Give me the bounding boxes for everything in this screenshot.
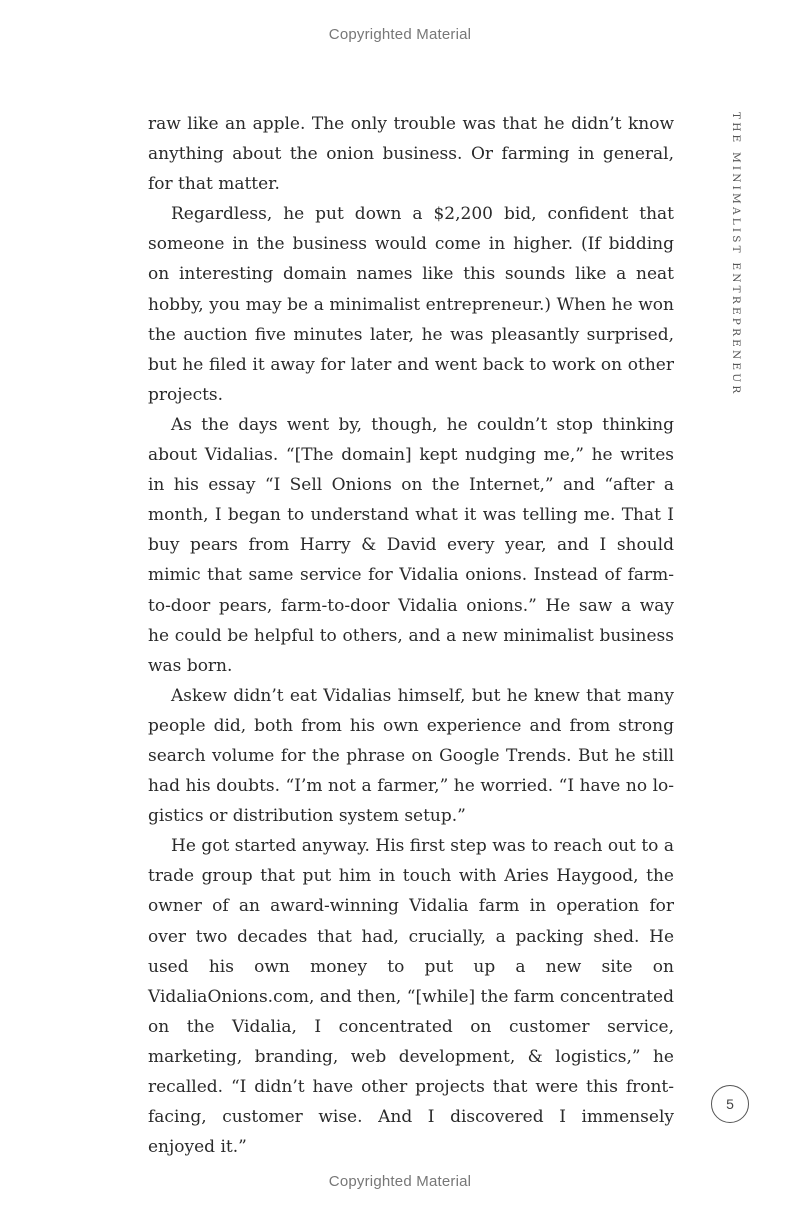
paragraph-3: As the days went by, though, he couldn’t stop thinking about Vidalias. “[The domain] kept nudging me,” he writes in his essay “I Sell Onions on the Internet,” and “after a month, I began to understand what it was telling me. That I buy pears from Harry & David every year, and I should mimic that same service for Vidalia onions. Instead of farm-to-door pears, farm-to-door Vidalia onions.” He saw a way he could be helpful to others, and a new minimalist business was born.: [148, 414, 674, 676]
copyright-header: Copyrighted Material: [328, 26, 472, 43]
paragraph-4: Askew didn’t eat Vidalias himself, but he knew that many people did, both from his own experience and from strong search volume for the phrase on Google Trends. But he still had his doubts. “I’m not a farmer,” he worried. “I have no logistics or distribution system setup.”: [148, 685, 674, 827]
paragraph-2: Regardless, he put down a $2,200 bid, confident that someone in the business would come in higher. (If bidding on interesting domain names like this sounds like a neat hobby, you may be a minimalist entrepreneur.) When he won the auction five minutes later, he was pleasantly surprised, but he filed it away for later and went back to work on other projects.: [148, 204, 674, 405]
page-number: 5: [711, 1085, 749, 1123]
paragraph-5: He got started anyway. His first step was to reach out to a trade group that put him in touch with Aries Haygood, the owner of an award-winning Vidalia farm in operation for over two decades that had, crucially, a packing shed. He used his own money to put up a new site on VidaliaOnions.com, and then, “[while] the farm concentrated on the Vidalia, I concentrated on customer service, marketing, branding, web development, & logistics,” he recalled. “I didn’t have other projects that were this front-facing, customer wise. And I discovered I immensely enjoyed it.”: [148, 836, 674, 1158]
paragraph-1: raw like an apple. The only trouble was that he didn’t know anything about the onion business. Or farming in general, for that matter.: [148, 114, 674, 195]
copyright-footer: Copyrighted Material: [328, 1173, 472, 1190]
body-text: [148, 109, 674, 1162]
running-head: THE MINIMALIST ENTREPRENEUR: [730, 112, 742, 397]
